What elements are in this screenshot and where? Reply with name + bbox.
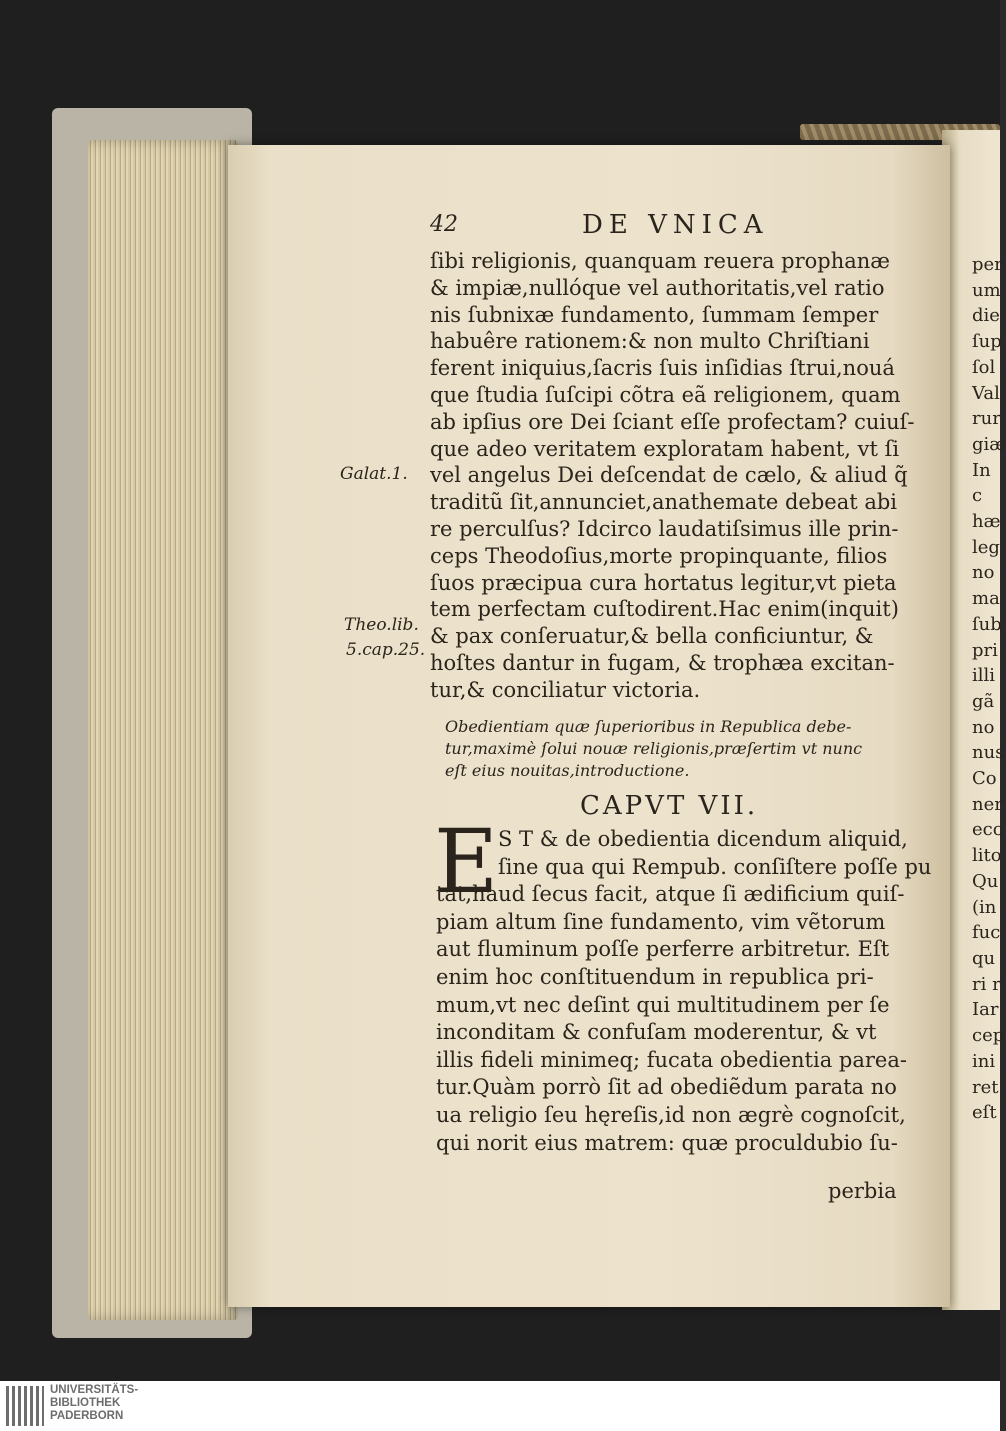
facing-fragment: giæ <box>972 433 1006 455</box>
text-line: mum,vt nec deſint qui multitudinem per ſe <box>436 992 890 1017</box>
facing-fragment: In c <box>972 459 991 507</box>
facing-fragment: ri r <box>972 973 1001 995</box>
facing-fragment: no <box>972 562 995 584</box>
text-line: & pax conſeruatur,& bella conficiuntur, & <box>430 624 874 649</box>
text-line: inconditam & confuſam moderentur, & vt <box>436 1020 877 1045</box>
facing-fragment: no <box>972 716 995 738</box>
facing-fragment: (in <box>972 896 997 918</box>
text-line: re perculſus? Idcirco laudatiſsimus ille prin- <box>430 516 899 541</box>
text-line: ſine qua qui Rempub. conſiſtere poſſe pu <box>498 854 932 879</box>
text-line: tur.Quàm porrò ſit ad obediẽdum parata no <box>436 1075 897 1100</box>
facing-fragment: nus <box>972 742 1005 764</box>
facing-fragment: ini <box>972 1050 996 1072</box>
text-line: vel angelus Dei deſcendat de cælo, & aliud q̃ <box>430 463 908 488</box>
margin-note-theodoret: Theo.lib. <box>344 615 419 635</box>
text-line: nis ſubnixæ fundamento, ſummam ſemper <box>430 302 879 327</box>
summary-line: Obedientiam quæ ſuperioribus in Republica debe- <box>445 717 852 736</box>
facing-fragment: hæ <box>972 511 1001 533</box>
summary-line: eſt eius nouitas,introductione. <box>445 761 690 780</box>
margin-note-theodoret-chapter: 5.cap.25. <box>346 640 426 660</box>
text-line: que adeo veritatem exploratam habent, vt ſi <box>430 436 900 461</box>
facing-fragment: fuc <box>972 922 1001 944</box>
page-edges <box>88 140 238 1320</box>
facing-fragment: ſup <box>972 331 1002 353</box>
text-line: enim hoc conſtituendum in republica pri- <box>436 964 874 989</box>
chapter-summary <box>445 716 915 782</box>
library-logo-text <box>50 1384 138 1423</box>
text-line: ua religio ſeu hęreſis,id non ægrè cognoſcit, <box>436 1102 906 1127</box>
facing-fragment: illi <box>972 665 996 687</box>
text-line: & impiæ,nullóque vel authoritatis,vel ratio <box>430 275 885 300</box>
facing-fragment: lito <box>972 845 1002 867</box>
chapter-text-block <box>436 826 932 1157</box>
text-line: ceps Theodoſius,morte propinquante, filios <box>430 543 888 568</box>
facing-fragment: per <box>972 254 1003 275</box>
facing-fragment: pri <box>972 639 998 661</box>
drop-cap: E <box>434 810 499 913</box>
logo-line: BIBLIOTHEK <box>50 1397 121 1409</box>
facing-fragment: Val <box>972 382 1000 404</box>
facing-fragment: ecc <box>972 819 1003 841</box>
page-number: 42 <box>430 212 458 237</box>
logo-line: PADERBORN <box>50 1410 124 1422</box>
text-line: que ſtudia ſuſcipi cõtra eã religionem, quam <box>430 382 901 407</box>
facing-fragment: die <box>972 305 1000 327</box>
chapter-heading: CAPVT VII. <box>580 791 759 821</box>
text-line: tem perfectam cuſtodirent.Hac enim(inquit) <box>430 597 899 622</box>
main-text-block <box>430 248 915 704</box>
running-title: DE VNICA <box>582 210 769 240</box>
text-line: aut fluminum poſſe perferre arbitretur. Eſt <box>436 937 890 962</box>
facing-fragment: rur <box>972 408 1001 430</box>
facing-fragment: ret <box>972 1076 999 1098</box>
facing-fragment: Iar <box>972 999 999 1021</box>
logo-line: UNIVERSITÄTS- <box>50 1384 139 1396</box>
facing-fragment: gã <box>972 690 995 712</box>
text-line: ſuos præcipua cura hortatus legitur,vt pieta <box>430 570 897 595</box>
text-line: piam altum ſine fundamento, vim vẽtorum <box>436 909 886 934</box>
facing-fragment: leg <box>972 536 1000 558</box>
text-line: ab ipſius ore Dei ſciant eſſe profectam? cuiuſ- <box>430 409 915 434</box>
text-line: illis fideli minimeq; fucata obedientia parea- <box>436 1047 907 1072</box>
facing-fragment: ner <box>972 793 1003 815</box>
facing-fragment: qu <box>972 947 996 969</box>
text-line: tur,& conciliatur victoria. <box>430 677 701 702</box>
facing-fragment: ma <box>972 588 1000 610</box>
text-line: traditũ ſit,annunciet,anathemate debeat abi <box>430 490 898 515</box>
text-line: ferent iniquius,ſacris ſuis inſidias ſtrui,nouá <box>430 356 895 381</box>
facing-fragment: ſub <box>972 613 1002 635</box>
text-line: habuêre rationem:& non multo Chriſtiani <box>430 329 870 354</box>
text-line: S T & de obedientia dicendum aliquid, <box>498 827 908 851</box>
text-line: qui norit eius matrem: quæ proculdubio ſu- <box>436 1130 898 1155</box>
facing-fragment: ſol <box>972 356 996 378</box>
facing-fragment: eſt <box>972 1102 997 1124</box>
facing-fragment: Co <box>972 768 997 790</box>
text-line: tat,haud ſecus facit, atque ſi ædificium quiſ- <box>436 882 905 907</box>
facing-fragment: Qu <box>972 870 999 892</box>
library-logo-icon <box>6 1386 44 1426</box>
text-line: ſibi religionis, quanquam reuera prophanæ <box>430 249 891 273</box>
summary-line: tur,maximè ſolui nouæ religionis,præſertim vt nunc <box>445 739 863 758</box>
footer-bar <box>0 1381 1000 1431</box>
text-line: hoſtes dantur in fugam, & trophæa excitan- <box>430 650 895 675</box>
facing-fragment: cep <box>972 1025 1005 1047</box>
facing-page-text <box>972 252 1006 1126</box>
margin-note-galatians: Galat.1. <box>340 464 408 484</box>
facing-fragment: um <box>972 279 1001 301</box>
catchword: perbia <box>828 1179 897 1203</box>
